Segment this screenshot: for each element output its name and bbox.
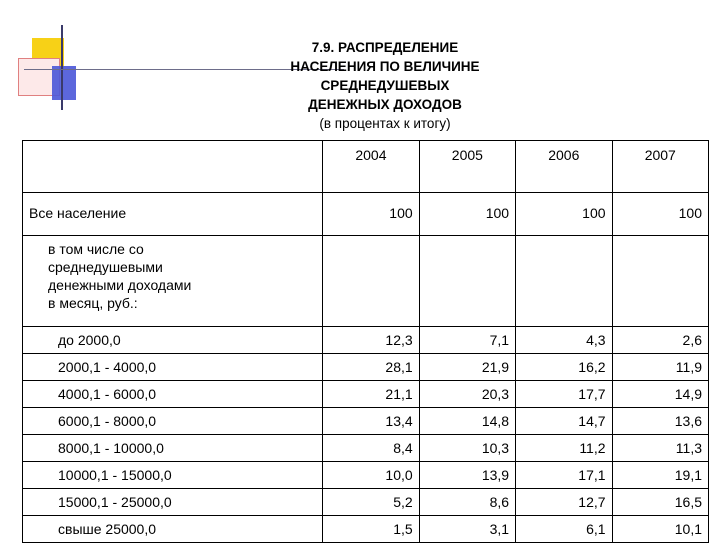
empty-cell [612,236,708,327]
total-value: 100 [323,193,419,236]
row-value: 12,3 [323,327,419,354]
row-value: 17,7 [516,381,612,408]
row-value: 3,1 [419,516,515,543]
table-row [23,462,709,489]
row-value: 14,8 [419,408,515,435]
row-value: 12,7 [516,489,612,516]
row-value: 11,3 [612,435,708,462]
note-line: в месяц, руб.: [48,295,138,311]
total-row [23,193,709,236]
row-value: 21,9 [419,354,515,381]
row-value: 4,3 [516,327,612,354]
row-label: до 2000,0 [23,327,323,354]
row-value: 10,3 [419,435,515,462]
title-line: ДЕНЕЖНЫХ ДОХОДОВ [308,97,462,112]
blue-square [52,66,76,100]
income-distribution-table [22,140,709,543]
row-value: 28,1 [323,354,419,381]
row-value: 1,5 [323,516,419,543]
title-line: 7.9. РАСПРЕДЕЛЕНИЕ [311,40,459,55]
row-value: 16,5 [612,489,708,516]
total-label: Все население [23,193,323,236]
row-value: 13,9 [419,462,515,489]
title-subtitle: (в процентах к итогу) [319,116,451,131]
row-value: 10,0 [323,462,419,489]
row-value: 7,1 [419,327,515,354]
note-line: среднедушевыми [48,259,163,275]
table-row [23,354,709,381]
row-label: 15000,1 - 25000,0 [23,489,323,516]
row-value: 20,3 [419,381,515,408]
empty-cell [323,236,419,327]
row-label: 2000,1 - 4000,0 [23,354,323,381]
row-value: 16,2 [516,354,612,381]
header-year: 2005 [419,141,515,193]
row-value: 10,1 [612,516,708,543]
header-year: 2007 [612,141,708,193]
row-value: 14,7 [516,408,612,435]
row-value: 2,6 [612,327,708,354]
note-line: денежными доходами [48,277,192,293]
table-row [23,327,709,354]
table-row [23,489,709,516]
row-value: 17,1 [516,462,612,489]
note-label [23,236,323,327]
row-value: 6,1 [516,516,612,543]
row-value: 8,6 [419,489,515,516]
empty-cell [419,236,515,327]
row-value: 19,1 [612,462,708,489]
row-value: 11,9 [612,354,708,381]
table-row [23,408,709,435]
total-value: 100 [516,193,612,236]
table-header-row [23,141,709,193]
note-line: в том числе со [48,241,144,257]
row-label: 4000,1 - 6000,0 [23,381,323,408]
table-row [23,516,709,543]
row-value: 21,1 [323,381,419,408]
header-year: 2004 [323,141,419,193]
total-value: 100 [419,193,515,236]
table-row [23,381,709,408]
decorative-vertical-line [61,25,63,110]
table-row [23,435,709,462]
row-value: 8,4 [323,435,419,462]
header-year: 2006 [516,141,612,193]
title-line: НАСЕЛЕНИЯ ПО ВЕЛИЧИНЕ [290,59,480,74]
row-label: 6000,1 - 8000,0 [23,408,323,435]
note-row [23,236,709,327]
row-value: 11,2 [516,435,612,462]
row-label: 10000,1 - 15000,0 [23,462,323,489]
row-value: 5,2 [323,489,419,516]
row-value: 13,6 [612,408,708,435]
header-empty-cell [23,141,323,193]
row-label: 8000,1 - 10000,0 [23,435,323,462]
row-label: свыше 25000,0 [23,516,323,543]
row-value: 14,9 [612,381,708,408]
row-value: 13,4 [323,408,419,435]
slide-title [240,38,530,133]
total-value: 100 [612,193,708,236]
empty-cell [516,236,612,327]
title-line: СРЕДНЕДУШЕВЫХ [320,78,450,93]
